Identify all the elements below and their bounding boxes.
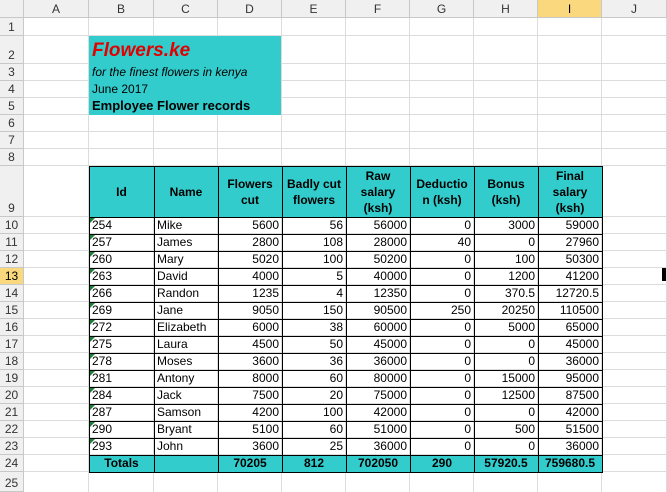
table-border-horizontal bbox=[89, 268, 603, 269]
name-cell[interactable]: Moses bbox=[157, 354, 193, 368]
id-cell[interactable]: 266 bbox=[92, 286, 113, 300]
gridline-horizontal bbox=[0, 131, 667, 132]
row-header-15[interactable]: 15 bbox=[0, 302, 24, 319]
row-header-16[interactable]: 16 bbox=[0, 319, 24, 336]
value-cell[interactable]: 0 bbox=[464, 405, 471, 419]
column-header-e[interactable]: E bbox=[282, 0, 346, 18]
value-cell[interactable]: 20250 bbox=[501, 303, 535, 317]
value-cell[interactable]: 3600 bbox=[252, 354, 279, 368]
row-header-11[interactable]: 11 bbox=[0, 234, 24, 251]
number-as-text-indicator-icon bbox=[90, 439, 95, 444]
id-cell[interactable]: 263 bbox=[92, 269, 113, 283]
number-as-text-indicator-icon bbox=[90, 371, 95, 376]
row-header-3[interactable]: 3 bbox=[0, 64, 24, 81]
table-border-horizontal bbox=[89, 302, 603, 303]
id-cell[interactable]: 281 bbox=[92, 371, 113, 385]
value-cell[interactable]: 7500 bbox=[252, 388, 279, 402]
row-header-12[interactable]: 12 bbox=[0, 251, 24, 268]
value-cell[interactable]: 15000 bbox=[501, 371, 535, 385]
value-cell[interactable]: 40 bbox=[457, 235, 471, 249]
table-border-horizontal bbox=[89, 285, 603, 286]
number-as-text-indicator-icon bbox=[90, 235, 95, 240]
row-header-8[interactable]: 8 bbox=[0, 149, 24, 166]
number-as-text-indicator-icon bbox=[90, 354, 95, 359]
value-cell[interactable]: 50 bbox=[329, 337, 343, 351]
value-cell[interactable]: 0 bbox=[464, 371, 471, 385]
number-as-text-indicator-icon bbox=[90, 269, 95, 274]
id-cell[interactable]: 293 bbox=[92, 439, 113, 453]
name-cell[interactable]: Mary bbox=[157, 252, 184, 266]
value-cell[interactable]: 36000 bbox=[565, 354, 599, 368]
column-header-a[interactable]: A bbox=[24, 0, 89, 18]
row-header-6[interactable]: 6 bbox=[0, 115, 24, 132]
value-cell[interactable]: 38 bbox=[329, 320, 343, 334]
row-header-9[interactable]: 9 bbox=[0, 166, 24, 217]
column-header-cell[interactable]: Flowers cut bbox=[227, 176, 273, 207]
column-header-cell[interactable]: Id bbox=[116, 184, 127, 199]
value-cell[interactable]: 36 bbox=[329, 354, 343, 368]
table-border-horizontal bbox=[89, 404, 603, 405]
value-cell[interactable]: 59000 bbox=[565, 218, 599, 232]
period-cell[interactable]: June 2017 bbox=[92, 82, 149, 96]
table-border-horizontal bbox=[89, 387, 603, 388]
value-cell[interactable]: 90500 bbox=[373, 303, 407, 317]
row-header-4[interactable]: 4 bbox=[0, 81, 24, 98]
value-cell[interactable]: 27960 bbox=[565, 235, 599, 249]
table-border-horizontal bbox=[89, 251, 603, 252]
row-header-1[interactable]: 1 bbox=[0, 18, 24, 36]
name-cell[interactable]: Mike bbox=[157, 218, 183, 232]
value-cell[interactable]: 56 bbox=[329, 218, 343, 232]
value-cell[interactable]: 5 bbox=[336, 269, 343, 283]
value-cell[interactable]: 0 bbox=[464, 218, 471, 232]
value-cell[interactable]: 42000 bbox=[373, 405, 407, 419]
totals-value-cell[interactable] bbox=[154, 455, 218, 472]
value-cell[interactable]: 87500 bbox=[565, 388, 599, 402]
column-header-cell[interactable]: Final salary (ksh) bbox=[552, 168, 588, 215]
name-cell[interactable]: Randon bbox=[157, 286, 200, 300]
column-header-i[interactable]: I bbox=[538, 0, 602, 18]
column-header-cell[interactable]: Badly cut flowers bbox=[286, 176, 341, 207]
value-cell[interactable]: 42000 bbox=[565, 405, 599, 419]
value-cell[interactable]: 1235 bbox=[252, 286, 279, 300]
value-cell[interactable]: 51500 bbox=[565, 422, 599, 436]
totals-value-cell[interactable]: 702050 bbox=[357, 456, 399, 470]
column-header-cell[interactable]: Deductio n (ksh) bbox=[416, 176, 468, 207]
value-cell[interactable]: 0 bbox=[464, 286, 471, 300]
row-header-18[interactable]: 18 bbox=[0, 353, 24, 370]
table-border-horizontal bbox=[89, 438, 603, 439]
value-cell[interactable]: 0 bbox=[528, 405, 535, 419]
value-cell[interactable]: 12500 bbox=[501, 388, 535, 402]
table-border-horizontal bbox=[89, 217, 603, 218]
value-cell[interactable]: 108 bbox=[322, 235, 343, 249]
value-cell[interactable]: 0 bbox=[464, 269, 471, 283]
column-header-f[interactable]: F bbox=[346, 0, 410, 18]
name-cell[interactable]: David bbox=[157, 269, 188, 283]
number-as-text-indicator-icon bbox=[90, 286, 95, 291]
value-cell[interactable]: 60 bbox=[329, 422, 343, 436]
number-as-text-indicator-icon bbox=[90, 252, 95, 257]
table-border-horizontal bbox=[89, 455, 603, 456]
table-border-horizontal bbox=[89, 472, 603, 473]
value-cell[interactable]: 51000 bbox=[373, 422, 407, 436]
value-cell[interactable]: 40000 bbox=[373, 269, 407, 283]
column-header-j[interactable]: J bbox=[602, 0, 667, 18]
subtitle-cell[interactable]: Employee Flower records bbox=[92, 98, 251, 113]
value-cell[interactable]: 100 bbox=[514, 252, 535, 266]
value-cell[interactable]: 5020 bbox=[252, 252, 279, 266]
value-cell[interactable]: 95000 bbox=[565, 371, 599, 385]
value-cell[interactable]: 0 bbox=[528, 235, 535, 249]
row-header-24[interactable]: 24 bbox=[0, 455, 24, 472]
id-cell[interactable]: 269 bbox=[92, 303, 113, 317]
value-cell[interactable]: 250 bbox=[450, 303, 471, 317]
value-cell[interactable]: 28000 bbox=[373, 235, 407, 249]
value-cell[interactable]: 56000 bbox=[373, 218, 407, 232]
column-header-cell[interactable]: Bonus (ksh) bbox=[487, 176, 525, 207]
gridline-horizontal bbox=[0, 148, 667, 149]
row-header-21[interactable]: 21 bbox=[0, 404, 24, 421]
id-cell[interactable]: 278 bbox=[92, 354, 113, 368]
value-cell[interactable]: 41200 bbox=[565, 269, 599, 283]
number-as-text-indicator-icon bbox=[90, 388, 95, 393]
value-cell[interactable]: 0 bbox=[464, 337, 471, 351]
value-cell[interactable]: 0 bbox=[464, 252, 471, 266]
value-cell[interactable]: 75000 bbox=[373, 388, 407, 402]
table-border-horizontal bbox=[89, 370, 603, 371]
totals-value-cell[interactable]: 812 bbox=[303, 456, 325, 470]
value-cell[interactable]: 12720.5 bbox=[555, 286, 599, 300]
value-cell[interactable]: 4000 bbox=[252, 269, 279, 283]
totals-value-cell[interactable]: 290 bbox=[431, 456, 453, 470]
value-cell[interactable]: 6000 bbox=[252, 320, 279, 334]
value-cell[interactable]: 3000 bbox=[508, 218, 535, 232]
value-cell[interactable]: 36000 bbox=[373, 439, 407, 453]
value-cell[interactable]: 4 bbox=[336, 286, 343, 300]
name-cell[interactable]: Samson bbox=[157, 405, 202, 419]
name-cell[interactable]: John bbox=[157, 439, 184, 453]
row-header-5[interactable]: 5 bbox=[0, 98, 24, 115]
value-cell[interactable]: 0 bbox=[464, 439, 471, 453]
totals-value-cell[interactable]: 57920.5 bbox=[484, 456, 528, 470]
value-cell[interactable]: 0 bbox=[464, 320, 471, 334]
column-header-h[interactable]: H bbox=[474, 0, 538, 18]
value-cell[interactable]: 45000 bbox=[565, 337, 599, 351]
value-cell[interactable]: 20 bbox=[329, 388, 343, 402]
value-cell[interactable]: 5600 bbox=[252, 218, 279, 232]
table-border-horizontal bbox=[89, 421, 603, 422]
value-cell[interactable]: 4200 bbox=[252, 405, 279, 419]
name-cell[interactable]: Elizabeth bbox=[157, 320, 207, 334]
totals-label[interactable]: Totals bbox=[104, 456, 139, 470]
column-header-cell[interactable]: Name bbox=[169, 184, 203, 199]
number-as-text-indicator-icon bbox=[90, 337, 95, 342]
id-cell[interactable]: 275 bbox=[92, 337, 113, 351]
number-as-text-indicator-icon bbox=[90, 405, 95, 410]
row-header-22[interactable]: 22 bbox=[0, 421, 24, 438]
row-header-19[interactable]: 19 bbox=[0, 370, 24, 387]
number-as-text-indicator-icon bbox=[90, 422, 95, 427]
row-header-14[interactable]: 14 bbox=[0, 285, 24, 302]
value-cell[interactable]: 0 bbox=[464, 388, 471, 402]
value-cell[interactable]: 60 bbox=[329, 371, 343, 385]
value-cell[interactable]: 25 bbox=[329, 439, 343, 453]
value-cell[interactable]: 36000 bbox=[565, 439, 599, 453]
value-cell[interactable]: 1200 bbox=[508, 269, 535, 283]
table-border-horizontal bbox=[89, 336, 603, 337]
scroll-position-marker bbox=[662, 268, 666, 281]
value-cell[interactable]: 8000 bbox=[252, 371, 279, 385]
name-cell[interactable]: Jack bbox=[157, 388, 182, 402]
value-cell[interactable]: 0 bbox=[528, 337, 535, 351]
value-cell[interactable]: 65000 bbox=[565, 320, 599, 334]
value-cell[interactable]: 80000 bbox=[373, 371, 407, 385]
id-cell[interactable]: 272 bbox=[92, 320, 113, 334]
row-header-25[interactable]: 25 bbox=[0, 472, 24, 492]
value-cell[interactable]: 500 bbox=[514, 422, 535, 436]
value-cell[interactable]: 45000 bbox=[373, 337, 407, 351]
column-header-cell[interactable]: Raw salary (ksh) bbox=[360, 168, 396, 215]
value-cell[interactable]: 0 bbox=[464, 422, 471, 436]
row-header-7[interactable]: 7 bbox=[0, 132, 24, 149]
column-header-c[interactable]: C bbox=[154, 0, 218, 18]
table-border-horizontal bbox=[89, 234, 603, 235]
name-cell[interactable]: Jane bbox=[157, 303, 184, 317]
value-cell[interactable]: 100 bbox=[322, 252, 343, 266]
id-cell[interactable]: 284 bbox=[92, 388, 113, 402]
value-cell[interactable]: 50200 bbox=[373, 252, 407, 266]
table-border-horizontal bbox=[89, 319, 603, 320]
id-cell[interactable]: 287 bbox=[92, 405, 113, 419]
totals-value-cell[interactable]: 759680.5 bbox=[544, 456, 596, 470]
table-border-horizontal bbox=[89, 353, 603, 354]
value-cell[interactable]: 12350 bbox=[373, 286, 407, 300]
value-cell[interactable]: 50300 bbox=[565, 252, 599, 266]
value-cell[interactable]: 9050 bbox=[252, 303, 279, 317]
column-header-b[interactable]: B bbox=[89, 0, 154, 18]
column-header-d[interactable]: D bbox=[218, 0, 282, 18]
value-cell[interactable]: 2800 bbox=[252, 235, 279, 249]
select-all-corner[interactable] bbox=[0, 0, 24, 18]
value-cell[interactable]: 370.5 bbox=[504, 286, 535, 300]
row-header-10[interactable]: 10 bbox=[0, 217, 24, 234]
id-cell[interactable]: 257 bbox=[92, 235, 113, 249]
id-cell[interactable]: 290 bbox=[92, 422, 113, 436]
value-cell[interactable]: 150 bbox=[322, 303, 343, 317]
row-header-13[interactable]: 13 bbox=[0, 268, 24, 285]
value-cell[interactable]: 0 bbox=[528, 354, 535, 368]
totals-value-cell[interactable]: 70205 bbox=[233, 456, 267, 470]
id-cell[interactable]: 254 bbox=[92, 218, 113, 232]
row-header-20[interactable]: 20 bbox=[0, 387, 24, 404]
column-header-g[interactable]: G bbox=[410, 0, 474, 18]
number-as-text-indicator-icon bbox=[90, 303, 95, 308]
id-cell[interactable]: 260 bbox=[92, 252, 113, 266]
tagline-cell[interactable]: for the finest flowers in kenya bbox=[92, 65, 248, 79]
value-cell[interactable]: 110500 bbox=[559, 303, 599, 317]
name-cell[interactable]: Laura bbox=[157, 337, 188, 351]
value-cell[interactable]: 3600 bbox=[252, 439, 279, 453]
value-cell[interactable]: 60000 bbox=[373, 320, 407, 334]
value-cell[interactable]: 36000 bbox=[373, 354, 407, 368]
number-as-text-indicator-icon bbox=[90, 320, 95, 325]
table-border-horizontal bbox=[89, 166, 603, 167]
name-cell[interactable]: James bbox=[157, 235, 193, 249]
brand-title[interactable]: Flowers.ke bbox=[92, 40, 191, 61]
row-header-17[interactable]: 17 bbox=[0, 336, 24, 353]
value-cell[interactable]: 4500 bbox=[252, 337, 279, 351]
value-cell[interactable]: 100 bbox=[322, 405, 343, 419]
value-cell[interactable]: 0 bbox=[464, 354, 471, 368]
name-cell[interactable]: Bryant bbox=[157, 422, 192, 436]
value-cell[interactable]: 5100 bbox=[252, 422, 279, 436]
value-cell[interactable]: 0 bbox=[528, 439, 535, 453]
value-cell[interactable]: 5000 bbox=[508, 320, 535, 334]
number-as-text-indicator-icon bbox=[90, 218, 95, 223]
row-header-2[interactable]: 2 bbox=[0, 36, 24, 64]
name-cell[interactable]: Antony bbox=[157, 371, 195, 385]
row-header-23[interactable]: 23 bbox=[0, 438, 24, 455]
